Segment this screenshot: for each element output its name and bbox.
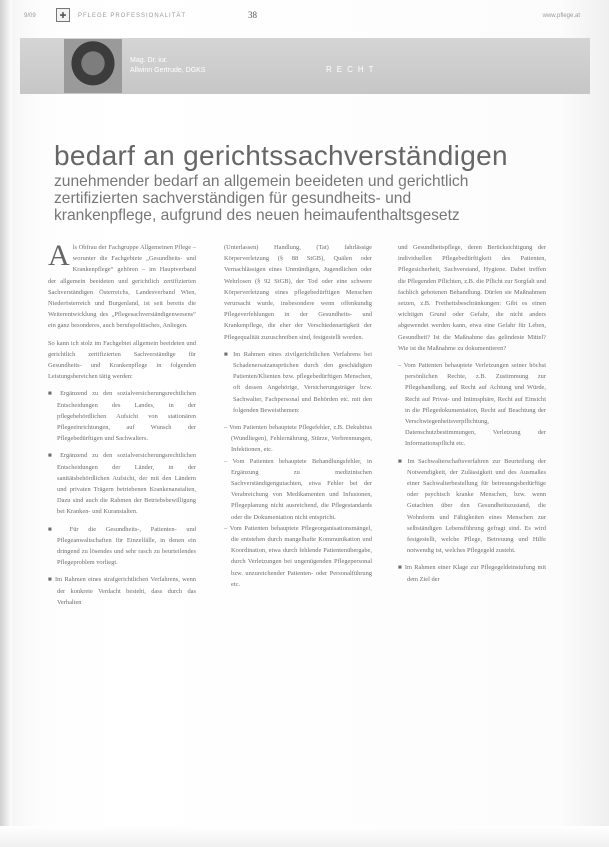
author-name: Allwinn Gertrude, DGKS [130,67,206,74]
author-band [20,38,590,94]
bullet-item: ■ Im Rahmen eines strafgerichtlichen Verfahrens, wenn der konkrete Verdacht besteht, dass durch das Verhalten [48,576,196,606]
dash-item: – Vom Patienten behauptete Behandlungsfehler, in Ergänzung zu medizinischen Sachverständigengutachten, etwa Fehler bei der Verabreichung von Medikamenten und Infusionen, Pflegeplanung nicht ausreichend, die Pflegestandards oder die Dokumentation nicht entspricht. [224,457,372,521]
author-credit [130,56,205,76]
running-header [20,8,590,22]
dash-text: Vom Patienten behauptete Behandlungsfehler, in Ergänzung zu medizinischen Sachverständigengutachten, etwa Fehler bei der Verabreichung von Medikamenten und Infusionen, Pflegeplanung nicht ausreichend, die Pflegestandards oder die Dokumentation nicht entspricht. [231,457,372,521]
header-title: PFLEGE PROFESSIONALITÄT [78,13,187,19]
paragraph: So kann ich stolz im Fachgebiet allgemein beeideten und gerichtlich zertifizierten Sachverständige für Gesundheits- und Krankenpflege in folgenden Leistungsbereichen tätig werden: [48,339,196,381]
bullet-item: ■ Ergänzend zu den sozialversicherungsrechtlichen Entscheidungen des Landes, in der pflegebehördlichen Aufsicht von stationären Pflegeeinrichtungen, auf Wunsch der Pflegebedürftigen und Sachwalters. [48,390,196,443]
header-issue: 9/09 [24,13,36,19]
section-rubric: RECHT [326,65,379,74]
dash-text: Vom Patienten behauptete Verletzungen seiner höchst persönlichen Rechte, z.B. Zustimmung zur Pflegehandlung, auf Recht auf Achtung und Würde, Recht auf Privat- und Intimsphäre, Recht auf Einsicht in die Pflegedokumentation, Recht auf Beachtung der Verschwiegenheitsverpflichtung, Datenschutzbestimmungen, Verletzung der Informationspflicht etc. [403,362,546,448]
text-column-1 [48,239,196,614]
paragraph: (Unterlassen) Handlung, (Tat) fahrlässige Körperverletzung (§ 88 StGB), Quälen oder Vernachlässigen eines Unmündigen, Jugendlichen oder Wehrlosen (§ 92 StGB), der Tod oder eine schwere Körperverletzung eines pflegebedürftigen Menschen verursacht wurde, insbesondere wenn offenkundig Pflegeverfehlungen in der Gesundheits- und Krankenpflege, die eher der Verschiedenartigkeit der Pflegequalität zuzuschreiben sind, festgestellt worden. [224,244,372,341]
header-website: www.pflege.at [542,13,580,19]
author-title: Mag. Dr. iur. [130,57,168,64]
drop-cap: A [48,239,70,272]
page-bottom-edge [0,826,609,847]
bullet-item: ■ Im Sachwalterschaftsverfahren zur Beurteilung der Notwendigkeit, der Zulässigkeit und des Ausmaßes einer Sachwalterbestellung für betreuungsbedürftige oder psychisch kranke Menschen, bzw. wenn Gutachten über den Gesundheitszustand, die Wohnform und Fähigkeiten eines Menschen zur selbständigen Lebensführung gefragt sind. Es wird festgestellt, welche Pflege, Betreuung und Hilfe notwendig ist, welches Pflegegeld zusteht. [398,457,546,555]
intro-text: ls Obfrau der Fachgruppe Allgemeinen Pflege – worunter die Fachgebiete „Gesundheits- und Krankenpflege“ gehören – im Hauptverband der allgemein beeideten und gerichtlich zertifizierten Sachverständigen Österreichs, Landesverband Wien, Niederösterreich und Burgenland, ist seit bereits die Weiterentwicklung des „Pflegesachverständigenwesens“ ein ganz besonderes, auch berufspolitisches, Anliegen. [48,244,196,330]
dash-text: Vom Patienten behauptete Pflegeorganisationsmängel, die entstehen durch mangelhafte Kommunikation und Koordination, etwa durch fehlende Patientenübergabe, durch Verletzungen bei ungenügenden Pflegepersonal bzw. unzureichender Patienten- oder Personalführung etc. [229,524,372,588]
text-column-3 [398,242,546,591]
author-photo [64,39,122,93]
deck-line: zertifizierten sachverständigen für gesundheits- und [54,190,412,207]
page-binding-shadow [0,0,12,847]
article-headline: bedarf an gerichtssachverständigen [54,140,508,171]
deck-line: zunehmender bedarf an allgemein beeideten und gerichtlich [54,173,469,190]
bullet-text: Im Rahmen eines zivilgerichtlichen Verfahrens bei Schadenersatzansprüchen durch den geschädigten Patienten/Klienten bzw. pflegebedürftigen Menschen, oft dessen Angehörige, Versicherungsträger bzw. Sachwalter, Fachpersonal und Behörden etc. mit den folgenden Beweisthemen: [233,350,372,414]
page-number: 38 [248,10,257,20]
bullet-text: Ergänzend zu den sozialversicherungsrechtlichen Entscheidungen des Landes, in der pflegebehördlichen Aufsicht von stationären Pflegeeinrichtungen, auf Wunsch der Pflegebedürftigen und Sachwalters. [57,390,196,443]
bullet-text: Im Rahmen einer Klage zur Pflegegeldeinstufung mit dem Ziel der [404,564,546,583]
dash-text: Vom Patienten behauptete Pflegefehler, z.B. Dekubitus (Wundliegen), Fehlernährung, Stürze, Verbrennungen, Infektionen, etc. [229,424,372,454]
dash-item: – Vom Patienten behauptete Pflegeorganisationsmängel, die entstehen durch mangelhafte Kommunikation und Koordination, etwa durch fehlende Patientenübergabe, durch Verletzungen bei ungenügenden Pflegepersonal bzw. unzureichender Patienten- oder Personalführung etc. [224,524,372,588]
article-deck [54,173,594,224]
dash-item: – Vom Patienten behauptete Pflegefehler, z.B. Dekubitus (Wundliegen), Fehlernährung, Stürze, Verbrennungen, Infektionen, etc. [224,424,372,454]
journal-logo-icon: ✚ [56,8,70,22]
deck-line: krankenpflege, aufgrund des neuen heimaufenthaltsgesetz [54,207,460,224]
bullet-text: Für die Gesundheits-, Patienten- und Pflegeanwaltschaften für Einzelfälle, in denen ein dringend zu lösendes und sehr rasch zu beurteilendes Pflegeproblem vorliegt. [57,525,196,567]
paragraph: und Gesundheitspflege, deren Berücksichtigung der individuellen Pflegebedürftigkeit des Patienten, Pflegesicherheit, Sachverstand, Hygiene. Dabei treffen die Pflegenden Pflichten, z.B. die Pflicht zur Sorgfalt und fachlich gebotenen Behandlung. Dürfen sie Maßnahmen setzen, z.B. Freiheitsbeschränkungen: Gibt es einen wichtigen Grund oder Gefahr, die nicht anders abgewendet werden kann, etwa eine Gefahr für Leben, Gesundheit? Ist die Maßnahme das gelindeste Mittel? Wie ist die Maßnahme zu dokumentieren? [398,244,546,352]
bullet-text: Im Rahmen eines strafgerichtlichen Verfahrens, wenn der konkrete Verdacht besteht, dass durch das Verhalten [54,576,196,606]
bullet-item: ■ Im Rahmen einer Klage zur Pflegegeldeinstufung mit dem Ziel der [398,564,546,583]
bullet-item: ■ Im Rahmen eines zivilgerichtlichen Verfahrens bei Schadenersatzansprüchen durch den geschädigten Patienten/Klienten bzw. pflegebedürftigen Menschen, oft dessen Angehörige, Versicherungsträger bzw. Sachwalter, Fachpersonal und Behörden etc. mit den folgenden Beweisthemen: [224,350,372,414]
intro-paragraph [48,239,196,332]
bullet-text: Im Sachwalterschaftsverfahren zur Beurteilung der Notwendigkeit, der Zulässigkeit und des Ausmaßes einer Sachwalterbestellung für betreuungsbedürftige oder psychisch kranke Menschen, bzw. wenn Gutachten über den Gesundheitszustand, die Wohnform und Fähigkeiten eines Menschen zur selbständigen Lebensführung gefragt sind. Es wird festgestellt, welche Pflege, Betreuung und Hilfe notwendig ist, welches Pflegegeld zusteht. [407,457,546,555]
bullet-item: ■ Für die Gesundheits-, Patienten- und Pflegeanwaltschaften für Einzelfälle, in denen ein dringend zu lösendes und sehr rasch zu beurteilendes Pflegeproblem vorliegt. [48,525,196,567]
dash-item: – Vom Patienten behauptete Verletzungen seiner höchst persönlichen Rechte, z.B. Zustimmung zur Pflegehandlung, auf Recht auf Achtung und Würde, Recht auf Privat- und Intimsphäre, Recht auf Einsicht in die Pflegedokumentation, Recht auf Beachtung der Verschwiegenheitsverpflichtung, Datenschutzbestimmungen, Verletzung der Informationspflicht etc. [398,362,546,448]
bullet-text: Ergänzend zu den sozialversicherungsrechtlichen Entscheidungen der Länder, in der sanitätsbehördlichen Aufsicht, der mit den Ländern und privaten Trägern betriebenen Krankenanstalten, Dazu sind auch die Rahmen der Betriebsbewilligung bei Kranken- und Kuranstalten. [57,452,196,516]
bullet-item: ■ Ergänzend zu den sozialversicherungsrechtlichen Entscheidungen der Länder, in der sanitätsbehördlichen Aufsicht, der mit den Ländern und privaten Trägern betriebenen Krankenanstalten, Dazu sind auch die Rahmen der Betriebsbewilligung bei Kranken- und Kuranstalten. [48,452,196,516]
text-column-2 [224,242,372,590]
